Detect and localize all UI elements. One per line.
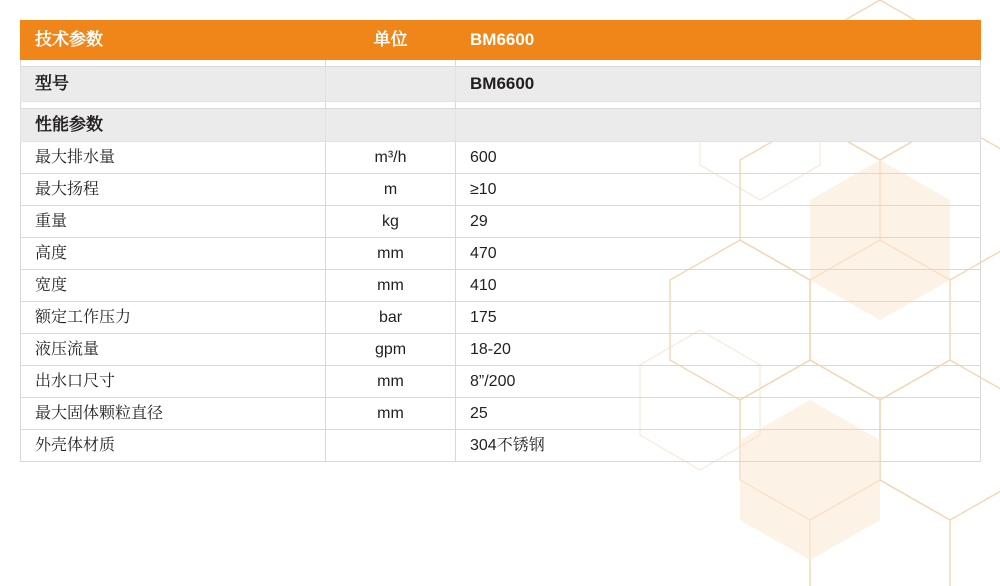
- table-row: [21, 334, 981, 366]
- table-row: [21, 398, 981, 430]
- row-unit: bar: [378, 309, 403, 326]
- row-unit: mm: [377, 373, 404, 390]
- row-value: 175: [470, 309, 497, 326]
- row-label: 重量: [35, 213, 68, 230]
- row-label: 液压流量: [35, 341, 100, 358]
- table-row: [21, 142, 981, 174]
- row-label: 外壳体材质: [35, 437, 116, 454]
- row-unit: gpm: [374, 341, 407, 358]
- spec-sheet: [20, 20, 980, 462]
- table-header-row: [21, 21, 981, 60]
- row-spacer: [21, 60, 981, 67]
- section-row-label: 性能参数: [35, 115, 103, 134]
- row-value: ≥10: [470, 181, 497, 198]
- row-unit: kg: [382, 213, 399, 230]
- table-row: [21, 270, 981, 302]
- header-param-label: 技术参数: [35, 30, 103, 49]
- row-value: 470: [470, 245, 497, 262]
- specification-table: [20, 20, 981, 462]
- table-row: [21, 174, 981, 206]
- row-unit: [326, 430, 455, 461]
- table-row: [21, 238, 981, 270]
- row-value: 25: [470, 405, 488, 422]
- row-label: 宽度: [35, 277, 68, 294]
- row-label: 额定工作压力: [35, 309, 132, 326]
- header-unit-label: 单位: [373, 30, 408, 49]
- row-label: 最大排水量: [35, 149, 116, 166]
- section-row-unit: [326, 109, 455, 141]
- table-row-model: [21, 67, 981, 102]
- row-unit: mm: [377, 245, 404, 262]
- table-row-section-performance: [21, 109, 981, 142]
- row-unit: m³/h: [374, 149, 407, 166]
- row-value: 410: [470, 277, 497, 294]
- table-row: [21, 206, 981, 238]
- row-label: 出水口尺寸: [35, 373, 116, 390]
- table-row: [21, 302, 981, 334]
- row-label: 高度: [35, 245, 68, 262]
- row-label: 最大扬程: [35, 181, 100, 198]
- row-unit: mm: [377, 405, 404, 422]
- row-spacer: [21, 102, 981, 109]
- row-unit: m: [383, 181, 398, 198]
- row-unit: mm: [377, 277, 404, 294]
- table-row: [21, 430, 981, 462]
- section-row-value: [456, 109, 980, 141]
- row-value: 29: [470, 213, 488, 230]
- model-row-unit: [326, 67, 455, 101]
- row-value: 304不锈钢: [470, 437, 545, 454]
- row-label: 最大固体颗粒直径: [35, 405, 164, 422]
- row-value: 18-20: [470, 341, 511, 358]
- row-value: 8”/200: [470, 373, 516, 390]
- model-row-value: BM6600: [470, 74, 535, 93]
- header-model-label: BM6600: [470, 30, 535, 49]
- row-value: 600: [470, 149, 497, 166]
- table-row: [21, 366, 981, 398]
- model-row-label: 型号: [35, 74, 69, 93]
